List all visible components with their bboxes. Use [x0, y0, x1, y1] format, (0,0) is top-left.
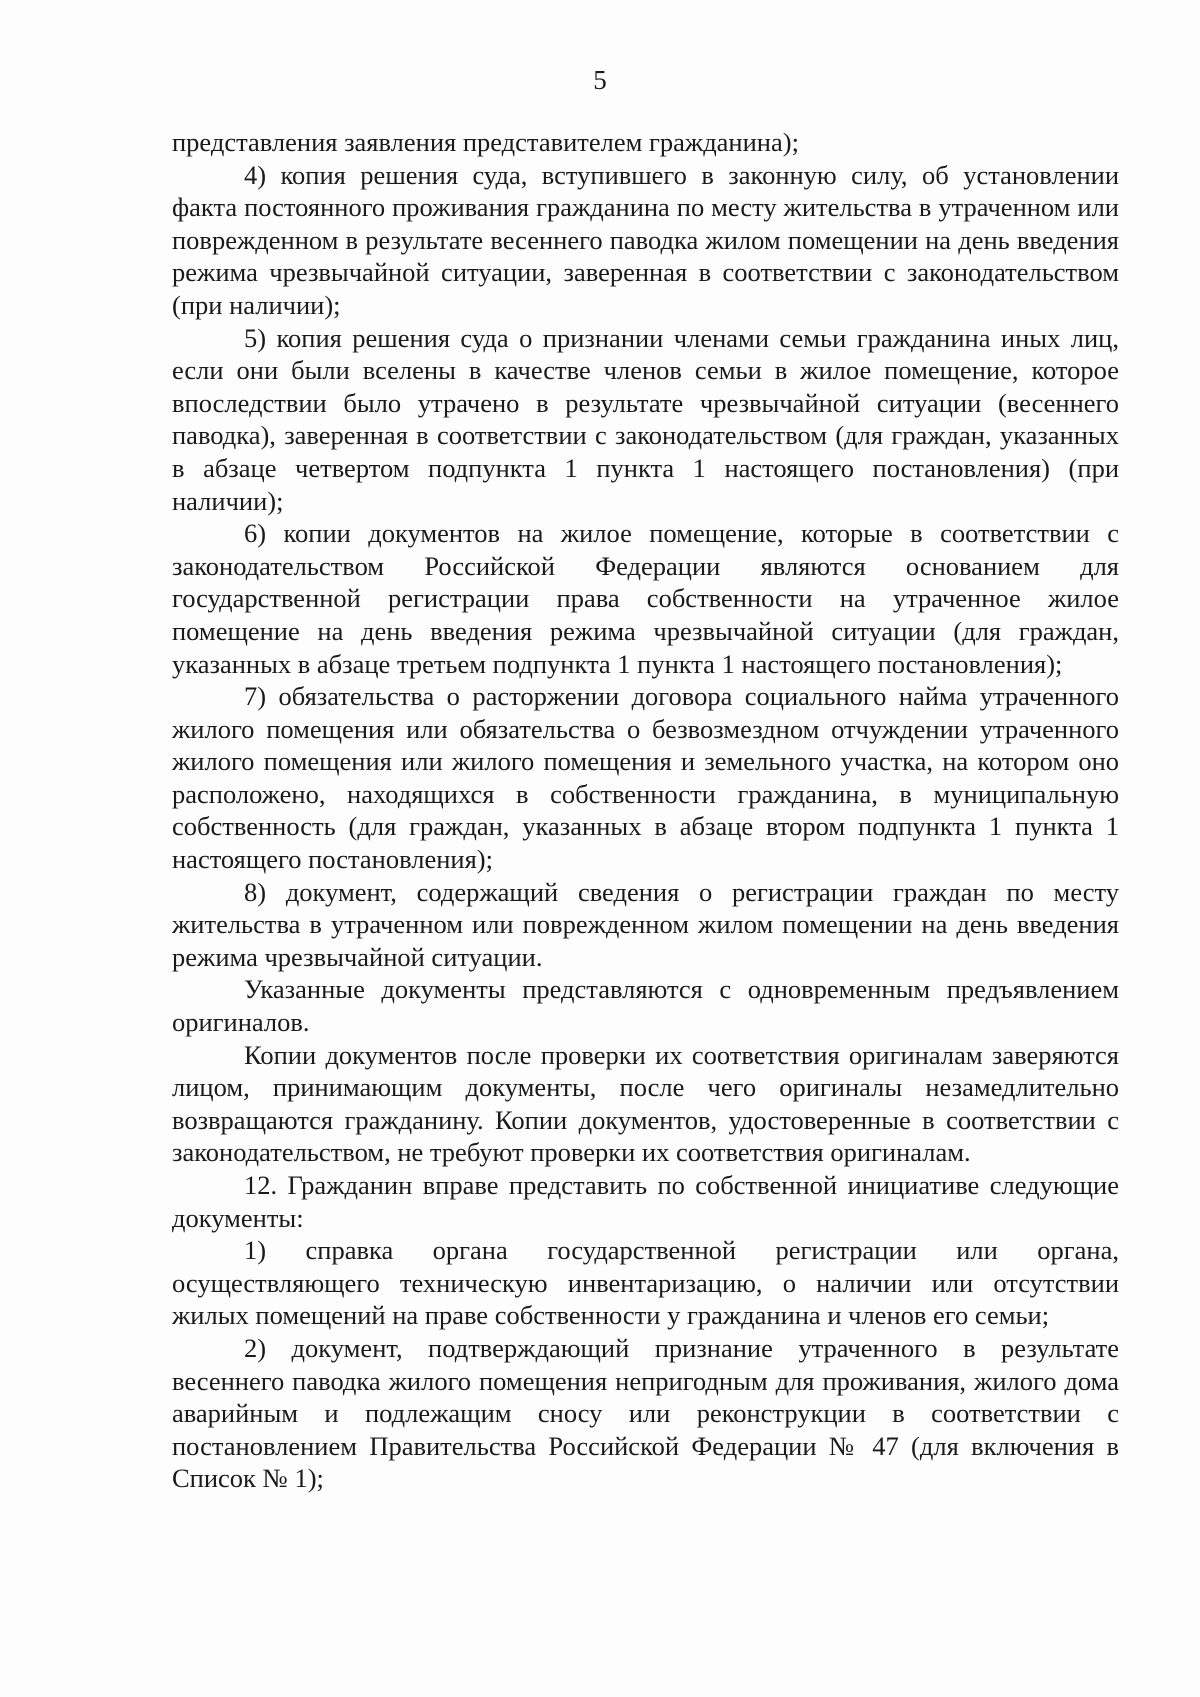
- paragraph-item-5: 5) копия решения суда о признании членами семьи гражданина иных лиц, если они были вселены в качестве членов семьи в жилое помещение, которое впоследствии было утрачено в результате чрезвычайной ситуации (весеннего паводка), заверенная в соответствии с законодательством (для граждан, указанных в абзаце четвертом подпункта 1 пункта 1 настоящего постановления) (при наличии);: [172, 322, 1119, 516]
- paragraph-item-6: 6) копии документов на жилое помещение, которые в соответствии с законодательством Российской Федерации являются основанием для государственной регистрации права собственности на утраченное жилое помещение на день введения режима чрезвычайной ситуации (для граждан, указанных в абзаце третьем подпункта 1 пункта 1 настоящего постановления);: [172, 518, 1119, 679]
- paragraph-copies-note: Копии документов после проверки их соответствия оригиналам заверяются лицом, принимающим документы, после чего оригиналы незамедлительно возвращаются гражданину. Копии документов, удостоверенные в соответствии с законодательством, не требуют проверки их соответствия оригиналам.: [172, 1039, 1119, 1168]
- paragraph-item-7: 7) обязательства о расторжении договора социального найма утраченного жилого помещения или обязательства о безвозмездном отчуждении утраченного жилого помещения или жилого помещения и земельного участка, на котором оно расположено, находящихся в собственности гражданина, в муниципальную собственность (для граждан, указанных в абзаце втором подпункта 1 пункта 1 настоящего постановления);: [172, 681, 1119, 875]
- document-body: [172, 126, 1119, 1495]
- paragraph-item-4: 4) копия решения суда, вступившего в законную силу, об установлении факта постоянного проживания гражданина по месту жительства в утраченном или поврежденном в результате весеннего паводка жилом помещении на день введения режима чрезвычайной ситуации, заверенная в соответствии с законодательством (при наличии);: [172, 159, 1119, 320]
- paragraph-continuation: представления заявления представителем гражданина);: [172, 127, 799, 157]
- page-number: 5: [593, 65, 607, 95]
- paragraph-section-12-item-2: 2) документ, подтверждающий признание утраченного в результате весеннего паводка жилого помещения непригодным для проживания, жилого дома аварийным и подлежащим сносу или реконструкции в соответствии с постановлением Правительства Российской Федерации № 47 (для включения в Список № 1);: [172, 1332, 1119, 1494]
- paragraph-originals-note: Указанные документы представляются с одновременным предъявлением оригиналов.: [172, 974, 1119, 1038]
- paragraph-section-12: 12. Гражданин вправе представить по собственной инициативе следующие документы:: [172, 1170, 1119, 1233]
- paragraph-item-8: 8) документ, содержащий сведения о регистрации граждан по месту жительства в утраченном или поврежденном жилом помещении на день введения режима чрезвычайной ситуации.: [172, 876, 1119, 972]
- paragraph-section-12-item-1: 1) справка органа государственной регистрации или органа, осуществляющего техническую инвентаризацию, о наличии или отсутствии жилых помещений на праве собственности у гражданина и членов его семьи;: [172, 1235, 1119, 1331]
